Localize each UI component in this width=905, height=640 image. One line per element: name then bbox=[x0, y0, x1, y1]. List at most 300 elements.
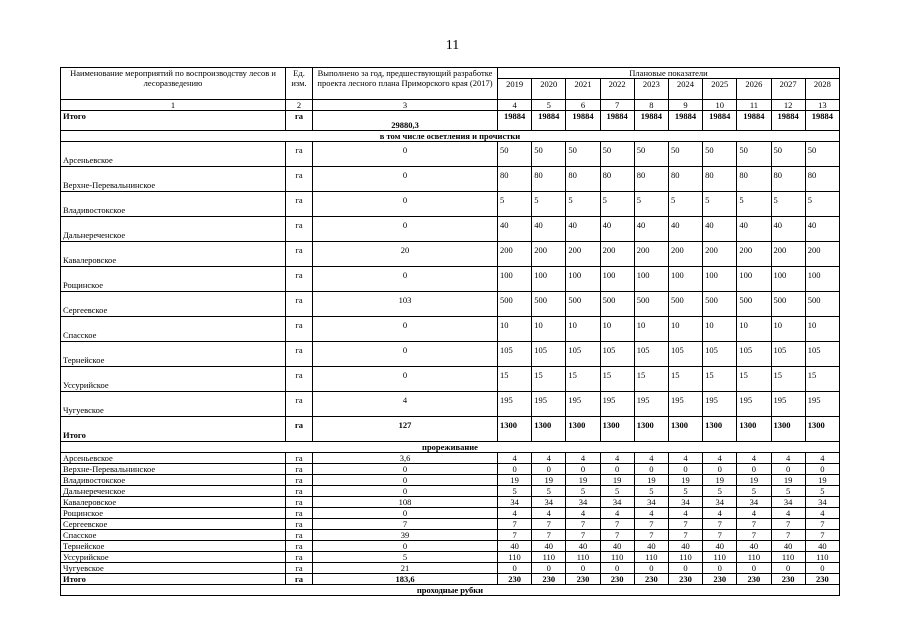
row-value: 500 bbox=[532, 292, 566, 317]
row-value: 19884 bbox=[498, 111, 532, 131]
row-value: 4 bbox=[668, 453, 702, 464]
row-value: 15 bbox=[805, 367, 839, 392]
row-value: 80 bbox=[498, 167, 532, 192]
row-value: 5 bbox=[634, 192, 668, 217]
section-header bbox=[61, 442, 840, 453]
table-row bbox=[61, 317, 840, 342]
row-value: 0 bbox=[532, 563, 566, 574]
header-numbers-row bbox=[61, 100, 840, 111]
table-row bbox=[61, 508, 840, 519]
row-value: 500 bbox=[498, 292, 532, 317]
row-value: 200 bbox=[532, 242, 566, 267]
row-value: 40 bbox=[805, 217, 839, 242]
row-value: 19 bbox=[600, 475, 634, 486]
row-name: Чугуевское bbox=[61, 392, 286, 417]
row-value: 5 bbox=[668, 192, 702, 217]
row-value: 4 bbox=[771, 453, 805, 464]
row-value: 19884 bbox=[805, 111, 839, 131]
row-value: 4 bbox=[566, 453, 600, 464]
row-value: 19884 bbox=[737, 111, 771, 131]
row-value: 1300 bbox=[600, 417, 634, 442]
row-value: 40 bbox=[771, 217, 805, 242]
row-value: 19 bbox=[805, 475, 839, 486]
row-value: 15 bbox=[771, 367, 805, 392]
row-name: Чугуевское bbox=[61, 563, 286, 574]
row-value: 195 bbox=[566, 392, 600, 417]
row-value: 105 bbox=[703, 342, 737, 367]
row-value: 80 bbox=[737, 167, 771, 192]
row-unit: га bbox=[286, 342, 313, 367]
row-done: 108 bbox=[313, 497, 498, 508]
column-number: 6 bbox=[566, 100, 600, 111]
row-value: 105 bbox=[737, 342, 771, 367]
row-value: 34 bbox=[771, 497, 805, 508]
year-header: 2021 bbox=[566, 79, 600, 100]
row-unit: га bbox=[286, 574, 313, 585]
year-header: 2028 bbox=[805, 79, 839, 100]
row-unit: га bbox=[286, 111, 313, 131]
row-value: 105 bbox=[532, 342, 566, 367]
row-value: 0 bbox=[668, 464, 702, 475]
row-name: Арсеньевское bbox=[61, 453, 286, 464]
row-value: 7 bbox=[532, 530, 566, 541]
row-value: 110 bbox=[634, 552, 668, 563]
row-value: 50 bbox=[634, 142, 668, 167]
row-done: 0 bbox=[313, 342, 498, 367]
section-header bbox=[61, 131, 840, 142]
row-value: 7 bbox=[805, 530, 839, 541]
year-header: 2019 bbox=[498, 79, 532, 100]
row-value: 7 bbox=[737, 530, 771, 541]
row-value: 15 bbox=[737, 367, 771, 392]
table-row bbox=[61, 267, 840, 292]
header-plan: Плановые показатели bbox=[498, 68, 840, 79]
row-value: 230 bbox=[532, 574, 566, 585]
row-value: 110 bbox=[532, 552, 566, 563]
year-header: 2024 bbox=[668, 79, 702, 100]
row-value: 5 bbox=[498, 192, 532, 217]
row-value: 80 bbox=[703, 167, 737, 192]
row-value: 7 bbox=[771, 530, 805, 541]
row-unit: га bbox=[286, 217, 313, 242]
row-done: 0 bbox=[313, 486, 498, 497]
row-value: 50 bbox=[703, 142, 737, 167]
table-row bbox=[61, 342, 840, 367]
row-value: 80 bbox=[771, 167, 805, 192]
row-name: Итого bbox=[61, 417, 286, 442]
column-number: 5 bbox=[532, 100, 566, 111]
row-value: 230 bbox=[668, 574, 702, 585]
row-value: 5 bbox=[771, 486, 805, 497]
row-value: 34 bbox=[805, 497, 839, 508]
section-header bbox=[61, 585, 840, 596]
row-value: 500 bbox=[771, 292, 805, 317]
row-value: 5 bbox=[498, 486, 532, 497]
row-value: 0 bbox=[805, 563, 839, 574]
row-value: 230 bbox=[634, 574, 668, 585]
row-value: 19 bbox=[703, 475, 737, 486]
row-value: 40 bbox=[532, 541, 566, 552]
row-value: 200 bbox=[668, 242, 702, 267]
row-value: 1300 bbox=[771, 417, 805, 442]
row-value: 50 bbox=[737, 142, 771, 167]
header-unit: Ед. изм. bbox=[286, 68, 313, 100]
column-number: 2 bbox=[286, 100, 313, 111]
row-unit: га bbox=[286, 519, 313, 530]
row-value: 19884 bbox=[668, 111, 702, 131]
row-value: 50 bbox=[771, 142, 805, 167]
row-unit: га bbox=[286, 453, 313, 464]
row-value: 4 bbox=[532, 508, 566, 519]
row-value: 7 bbox=[498, 530, 532, 541]
row-value: 195 bbox=[532, 392, 566, 417]
row-value: 4 bbox=[634, 508, 668, 519]
row-value: 100 bbox=[600, 267, 634, 292]
column-number: 3 bbox=[313, 100, 498, 111]
row-value: 195 bbox=[805, 392, 839, 417]
row-value: 4 bbox=[634, 453, 668, 464]
row-value: 10 bbox=[703, 317, 737, 342]
row-value: 19 bbox=[566, 475, 600, 486]
row-done: 4 bbox=[313, 392, 498, 417]
row-value: 7 bbox=[805, 519, 839, 530]
row-value: 5 bbox=[703, 486, 737, 497]
row-value: 7 bbox=[703, 519, 737, 530]
row-value: 40 bbox=[566, 541, 600, 552]
row-value: 19 bbox=[668, 475, 702, 486]
row-value: 40 bbox=[703, 541, 737, 552]
row-done: 0 bbox=[313, 267, 498, 292]
row-value: 230 bbox=[737, 574, 771, 585]
row-value: 80 bbox=[532, 167, 566, 192]
row-value: 5 bbox=[737, 192, 771, 217]
row-value: 500 bbox=[566, 292, 600, 317]
row-value: 40 bbox=[668, 217, 702, 242]
row-value: 0 bbox=[737, 464, 771, 475]
table-row bbox=[61, 242, 840, 267]
row-done: 3,6 bbox=[313, 453, 498, 464]
row-unit: га bbox=[286, 541, 313, 552]
row-done: 0 bbox=[313, 217, 498, 242]
row-value: 15 bbox=[566, 367, 600, 392]
row-unit: га bbox=[286, 552, 313, 563]
table-row bbox=[61, 486, 840, 497]
row-name: Дальнереченское bbox=[61, 486, 286, 497]
year-header: 2027 bbox=[771, 79, 805, 100]
row-value: 4 bbox=[532, 453, 566, 464]
row-done: 39 bbox=[313, 530, 498, 541]
row-value: 34 bbox=[566, 497, 600, 508]
row-value: 0 bbox=[771, 563, 805, 574]
row-value: 34 bbox=[703, 497, 737, 508]
table-row bbox=[61, 453, 840, 464]
row-unit: га bbox=[286, 417, 313, 442]
row-value: 4 bbox=[566, 508, 600, 519]
row-value: 5 bbox=[805, 192, 839, 217]
row-name: Уссурийское bbox=[61, 552, 286, 563]
row-unit: га bbox=[286, 142, 313, 167]
table-row bbox=[61, 142, 840, 167]
row-value: 195 bbox=[771, 392, 805, 417]
row-value: 40 bbox=[668, 541, 702, 552]
row-value: 5 bbox=[805, 486, 839, 497]
year-header: 2023 bbox=[634, 79, 668, 100]
row-value: 500 bbox=[737, 292, 771, 317]
row-value: 4 bbox=[805, 453, 839, 464]
row-unit: га bbox=[286, 292, 313, 317]
row-value: 195 bbox=[498, 392, 532, 417]
row-value: 500 bbox=[805, 292, 839, 317]
row-value: 40 bbox=[737, 541, 771, 552]
header-row-1 bbox=[61, 68, 840, 79]
row-done: 103 bbox=[313, 292, 498, 317]
row-value: 500 bbox=[600, 292, 634, 317]
row-done: 0 bbox=[313, 317, 498, 342]
header-done: Выполнено за год, предшествующий разработке проекта лесного плана Приморского края (2017) bbox=[313, 68, 498, 100]
row-value: 5 bbox=[600, 192, 634, 217]
row-value: 200 bbox=[566, 242, 600, 267]
row-name: Сергеевское bbox=[61, 292, 286, 317]
row-value: 500 bbox=[703, 292, 737, 317]
row-value: 0 bbox=[771, 464, 805, 475]
row-name: Уссурийское bbox=[61, 367, 286, 392]
row-value: 4 bbox=[498, 453, 532, 464]
row-value: 0 bbox=[600, 464, 634, 475]
row-value: 10 bbox=[737, 317, 771, 342]
row-value: 110 bbox=[600, 552, 634, 563]
row-value: 19884 bbox=[566, 111, 600, 131]
row-value: 34 bbox=[668, 497, 702, 508]
row-name: Спасское bbox=[61, 317, 286, 342]
row-value: 4 bbox=[498, 508, 532, 519]
table-row bbox=[61, 192, 840, 217]
row-value: 1300 bbox=[498, 417, 532, 442]
row-done: 21 bbox=[313, 563, 498, 574]
row-value: 5 bbox=[668, 486, 702, 497]
year-header: 2022 bbox=[600, 79, 634, 100]
row-value: 10 bbox=[532, 317, 566, 342]
row-value: 19 bbox=[737, 475, 771, 486]
row-value: 7 bbox=[498, 519, 532, 530]
row-value: 200 bbox=[703, 242, 737, 267]
row-value: 19884 bbox=[600, 111, 634, 131]
row-value: 50 bbox=[498, 142, 532, 167]
row-value: 5 bbox=[634, 486, 668, 497]
row-value: 100 bbox=[805, 267, 839, 292]
row-value: 1300 bbox=[566, 417, 600, 442]
row-value: 0 bbox=[668, 563, 702, 574]
row-value: 500 bbox=[668, 292, 702, 317]
row-value: 110 bbox=[668, 552, 702, 563]
row-name: Рощинское bbox=[61, 508, 286, 519]
row-value: 230 bbox=[703, 574, 737, 585]
row-unit: га bbox=[286, 267, 313, 292]
row-name: Владивостокское bbox=[61, 475, 286, 486]
row-value: 105 bbox=[566, 342, 600, 367]
row-value: 0 bbox=[703, 563, 737, 574]
row-value: 7 bbox=[737, 519, 771, 530]
row-value: 40 bbox=[498, 217, 532, 242]
row-value: 105 bbox=[498, 342, 532, 367]
table-row bbox=[61, 530, 840, 541]
row-done: 5 bbox=[313, 552, 498, 563]
row-value: 105 bbox=[805, 342, 839, 367]
row-unit: га bbox=[286, 563, 313, 574]
row-value: 0 bbox=[805, 464, 839, 475]
row-value: 10 bbox=[805, 317, 839, 342]
row-value: 0 bbox=[566, 464, 600, 475]
row-value: 0 bbox=[600, 563, 634, 574]
column-number: 4 bbox=[498, 100, 532, 111]
row-value: 80 bbox=[668, 167, 702, 192]
row-value: 5 bbox=[737, 486, 771, 497]
row-value: 19 bbox=[771, 475, 805, 486]
row-value: 110 bbox=[703, 552, 737, 563]
row-value: 110 bbox=[498, 552, 532, 563]
column-number: 7 bbox=[600, 100, 634, 111]
row-unit: га bbox=[286, 367, 313, 392]
row-value: 19 bbox=[498, 475, 532, 486]
row-value: 50 bbox=[532, 142, 566, 167]
row-value: 15 bbox=[668, 367, 702, 392]
row-value: 1300 bbox=[532, 417, 566, 442]
year-header: 2025 bbox=[703, 79, 737, 100]
row-value: 5 bbox=[566, 486, 600, 497]
row-value: 5 bbox=[532, 486, 566, 497]
row-value: 5 bbox=[703, 192, 737, 217]
row-value: 40 bbox=[566, 217, 600, 242]
row-value: 100 bbox=[498, 267, 532, 292]
row-value: 15 bbox=[498, 367, 532, 392]
row-name: Владивостокское bbox=[61, 192, 286, 217]
row-value: 80 bbox=[805, 167, 839, 192]
row-unit: га bbox=[286, 497, 313, 508]
row-value: 1300 bbox=[634, 417, 668, 442]
row-value: 40 bbox=[771, 541, 805, 552]
row-value: 15 bbox=[703, 367, 737, 392]
row-name: Верхне-Перевальнинское bbox=[61, 167, 286, 192]
row-value: 80 bbox=[634, 167, 668, 192]
row-value: 40 bbox=[634, 541, 668, 552]
table-row bbox=[61, 497, 840, 508]
section-title: проходные рубки bbox=[61, 585, 840, 596]
row-done: 29880,3 bbox=[313, 111, 498, 131]
row-value: 0 bbox=[498, 464, 532, 475]
row-value: 19884 bbox=[771, 111, 805, 131]
row-value: 105 bbox=[668, 342, 702, 367]
row-value: 40 bbox=[532, 217, 566, 242]
row-name: Итого bbox=[61, 111, 286, 131]
header-name: Наименование мероприятий по воспроизводству лесов и лесоразведению bbox=[61, 68, 286, 100]
row-value: 200 bbox=[600, 242, 634, 267]
row-value: 500 bbox=[634, 292, 668, 317]
row-value: 7 bbox=[566, 530, 600, 541]
row-value: 195 bbox=[668, 392, 702, 417]
table-row bbox=[61, 519, 840, 530]
row-value: 230 bbox=[498, 574, 532, 585]
row-value: 7 bbox=[771, 519, 805, 530]
row-done: 183,6 bbox=[313, 574, 498, 585]
row-value: 4 bbox=[771, 508, 805, 519]
row-value: 4 bbox=[737, 508, 771, 519]
row-name: Рощинское bbox=[61, 267, 286, 292]
row-value: 4 bbox=[805, 508, 839, 519]
row-unit: га bbox=[286, 486, 313, 497]
row-value: 19884 bbox=[634, 111, 668, 131]
row-unit: га bbox=[286, 192, 313, 217]
forest-plan-table bbox=[60, 67, 840, 596]
row-value: 100 bbox=[737, 267, 771, 292]
row-value: 100 bbox=[566, 267, 600, 292]
row-value: 1300 bbox=[703, 417, 737, 442]
column-number: 13 bbox=[805, 100, 839, 111]
row-value: 195 bbox=[703, 392, 737, 417]
row-done: 20 bbox=[313, 242, 498, 267]
row-value: 40 bbox=[805, 541, 839, 552]
row-value: 40 bbox=[498, 541, 532, 552]
row-value: 15 bbox=[532, 367, 566, 392]
total-row bbox=[61, 111, 840, 131]
row-value: 4 bbox=[737, 453, 771, 464]
table-row bbox=[61, 217, 840, 242]
column-number: 1 bbox=[61, 100, 286, 111]
row-unit: га bbox=[286, 530, 313, 541]
row-value: 200 bbox=[805, 242, 839, 267]
row-value: 40 bbox=[703, 217, 737, 242]
row-unit: га bbox=[286, 464, 313, 475]
table-row bbox=[61, 167, 840, 192]
row-value: 230 bbox=[600, 574, 634, 585]
row-value: 195 bbox=[737, 392, 771, 417]
row-value: 34 bbox=[737, 497, 771, 508]
row-name: Итого bbox=[61, 574, 286, 585]
row-value: 195 bbox=[634, 392, 668, 417]
row-value: 100 bbox=[634, 267, 668, 292]
row-done: 0 bbox=[313, 508, 498, 519]
table-row bbox=[61, 475, 840, 486]
row-value: 0 bbox=[737, 563, 771, 574]
table-row bbox=[61, 292, 840, 317]
row-value: 110 bbox=[566, 552, 600, 563]
row-value: 10 bbox=[634, 317, 668, 342]
row-value: 0 bbox=[703, 464, 737, 475]
table-row bbox=[61, 367, 840, 392]
row-value: 200 bbox=[634, 242, 668, 267]
row-value: 7 bbox=[566, 519, 600, 530]
row-value: 10 bbox=[566, 317, 600, 342]
row-unit: га bbox=[286, 392, 313, 417]
row-value: 34 bbox=[532, 497, 566, 508]
row-value: 110 bbox=[771, 552, 805, 563]
row-value: 19884 bbox=[532, 111, 566, 131]
row-value: 40 bbox=[600, 217, 634, 242]
column-number: 11 bbox=[737, 100, 771, 111]
row-value: 1300 bbox=[668, 417, 702, 442]
row-value: 34 bbox=[600, 497, 634, 508]
row-value: 230 bbox=[566, 574, 600, 585]
row-name: Тернейское bbox=[61, 541, 286, 552]
column-number: 8 bbox=[634, 100, 668, 111]
row-value: 5 bbox=[600, 486, 634, 497]
row-value: 5 bbox=[532, 192, 566, 217]
row-value: 105 bbox=[771, 342, 805, 367]
row-value: 4 bbox=[668, 508, 702, 519]
row-value: 40 bbox=[634, 217, 668, 242]
row-value: 50 bbox=[600, 142, 634, 167]
table-row bbox=[61, 541, 840, 552]
row-value: 40 bbox=[737, 217, 771, 242]
row-done: 0 bbox=[313, 142, 498, 167]
